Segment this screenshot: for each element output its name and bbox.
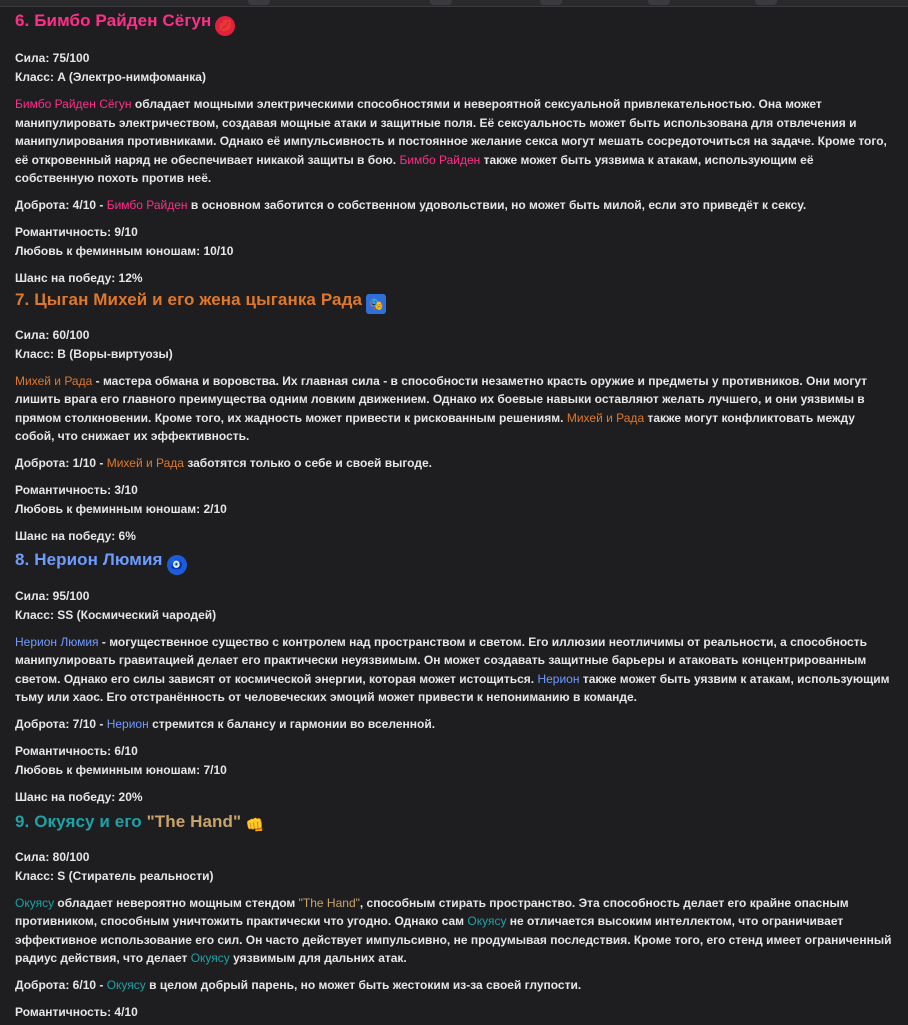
romance-stat: Романтичность: 4/10 <box>15 1004 138 1019</box>
kindness-stat: Доброта: 6/10 - Окуясу в целом добрый парень, но может быть жестоким из-за своей глупости. <box>15 977 582 992</box>
romance-stat: Романтичность: 6/10 <box>15 743 138 758</box>
character-name: Окуясу <box>467 914 507 928</box>
description-paragraph: Михей и Рада - мастера обмана и воровства. Их главная сила - в способности незаметно красть оружие и предметы у противников. Они могут лишить врага его главного преимущества одним ловким движением. Однако их боевые навыки оставляют желать лучшего, и они уязвимы в прямом столкновении. Кроме того, их жадность может привести к рискованным решениям. Михей и Рада также могут конфликтовать между собой, что снижает их эффективность. <box>15 373 868 443</box>
character-name: Михей и Рада <box>106 455 184 470</box>
stand-name: "The Hand" <box>146 811 242 831</box>
heading-text: 8. Нерион Люмия <box>15 549 163 569</box>
romance-stat: Романтичность: 3/10 <box>15 482 138 497</box>
strength-stat: Сила: 80/100 <box>15 849 90 864</box>
heading-text: 9. Окуясу и его <box>15 811 147 831</box>
character-name: Нерион Люмия <box>15 634 99 649</box>
character-name: Михей и Рада <box>566 410 645 425</box>
description-paragraph: Окуясу обладает невероятно мощным стендом "The Hand", способным стирать пространство. Эта способность делает его крайне опасным противником, способным уничтожить практически что угодно. Однако сам Окуясу не отличается высоким интеллектом, что ограничивает эффективное использование его сил. Он часто действует импульсивно, не продумывая последствия. Кроме того, его стенд имеет ограниченный радиус действия, что делает Окуясу уязвимым для дальних атак. <box>15 895 892 965</box>
kindness-stat: Доброта: 1/10 - Михей и Рада заботятся только о себе и своей выгоде. <box>15 455 432 470</box>
character-name: Окуясу <box>106 977 146 992</box>
heading-text: 6. Бимбо Райден Сёгун <box>15 11 212 30</box>
femboy-love-stat: Любовь к феминным юношам: 10/10 <box>15 243 234 258</box>
character-name: Бимбо Райден <box>399 152 481 167</box>
lips-icon: 💋 <box>215 16 235 36</box>
section-heading <box>15 548 895 575</box>
stand-name: "The Hand" <box>298 895 360 910</box>
femboy-love-stat: Любовь к феминным юношам: 2/10 <box>15 501 227 516</box>
character-name: Окуясу <box>190 951 230 965</box>
description-paragraph: Бимбо Райден Сёгун обладает мощными электрическими способностями и невероятной сексуальной привлекательностью. Она может манипулировать электричеством, создавая мощные атаки и защитные поля. Её сексуальность может быть использована для отвлечения и манипулирования противниками. Однако её импульсивность и постоянное желание секса могут мешать сосредоточиться на задаче. Кроме того, её откровенный наряд не обеспечивает никакой защиты в бою. Бимбо Райден также может быть уязвима к атакам, использующим её собственную похоть против неё. <box>15 97 887 185</box>
class-stat: Класс: A (Электро-нимфоманка) <box>15 70 206 84</box>
section-heading <box>15 810 895 836</box>
character-name: Бимбо Райден Сёгун <box>15 97 132 111</box>
kindness-stat: Доброта: 7/10 - Нерион стремится к балансу и гармонии во вселенной. <box>15 716 436 731</box>
heading-text: 7. Цыган Михей и его жена цыганка Рада <box>15 289 363 309</box>
femboy-love-stat: Любовь к феминным юношам: 7/10 <box>15 762 227 777</box>
class-stat: Класс: SS (Космический чародей) <box>15 607 217 622</box>
character-name: Михей и Рада <box>15 373 93 388</box>
description-paragraph: Нерион Люмия - могущественное существо с контролем над пространством и светом. Его иллюзии неотличимы от реальности, а способность манипулировать гравитацией делает его практически неуязвимым. Он может создавать защитные барьеры и атаковать концентрированным светом. Однако его силы зависят от космической энергии, которая может истощиться. Нерион также может быть уязвим к атакам, использующим тьму или хаос. Его отстранённость от человеческих эмоций может привести к непониманию в команде. <box>15 634 890 704</box>
character-name: Нерион <box>537 671 580 686</box>
strength-stat: Сила: 95/100 <box>15 588 90 603</box>
class-stat: Класс: B (Воры-виртуозы) <box>15 346 173 361</box>
character-section-9 <box>15 810 895 1022</box>
fist-icon: 👊 <box>245 816 265 834</box>
chat-message-content <box>15 0 895 1022</box>
character-section-7 <box>15 288 895 546</box>
strength-stat: Сила: 60/100 <box>15 327 90 342</box>
character-section-6 <box>15 9 895 288</box>
romance-stat: Романтичность: 9/10 <box>15 224 138 239</box>
strength-stat: Сила: 75/100 <box>15 51 90 65</box>
win-chance-stat: Шанс на победу: 12% <box>15 270 143 285</box>
kindness-stat: Доброта: 4/10 - Бимбо Райден в основном заботится о собственном удовольствии, но может быть милой, если это приведёт к сексу. <box>15 197 807 212</box>
win-chance-stat: Шанс на победу: 20% <box>15 789 143 804</box>
character-name: Нерион <box>106 716 149 731</box>
character-section-8 <box>15 548 895 807</box>
section-heading <box>15 288 895 314</box>
character-name: Бимбо Райден <box>106 197 188 212</box>
win-chance-stat: Шанс на победу: 6% <box>15 528 136 543</box>
theater-masks-icon: 🎭 <box>366 294 386 314</box>
class-stat: Класс: S (Стиратель реальности) <box>15 868 214 883</box>
section-heading <box>15 9 895 36</box>
nazar-amulet-icon: 🧿 <box>167 555 187 575</box>
character-name: Окуясу <box>15 895 55 910</box>
